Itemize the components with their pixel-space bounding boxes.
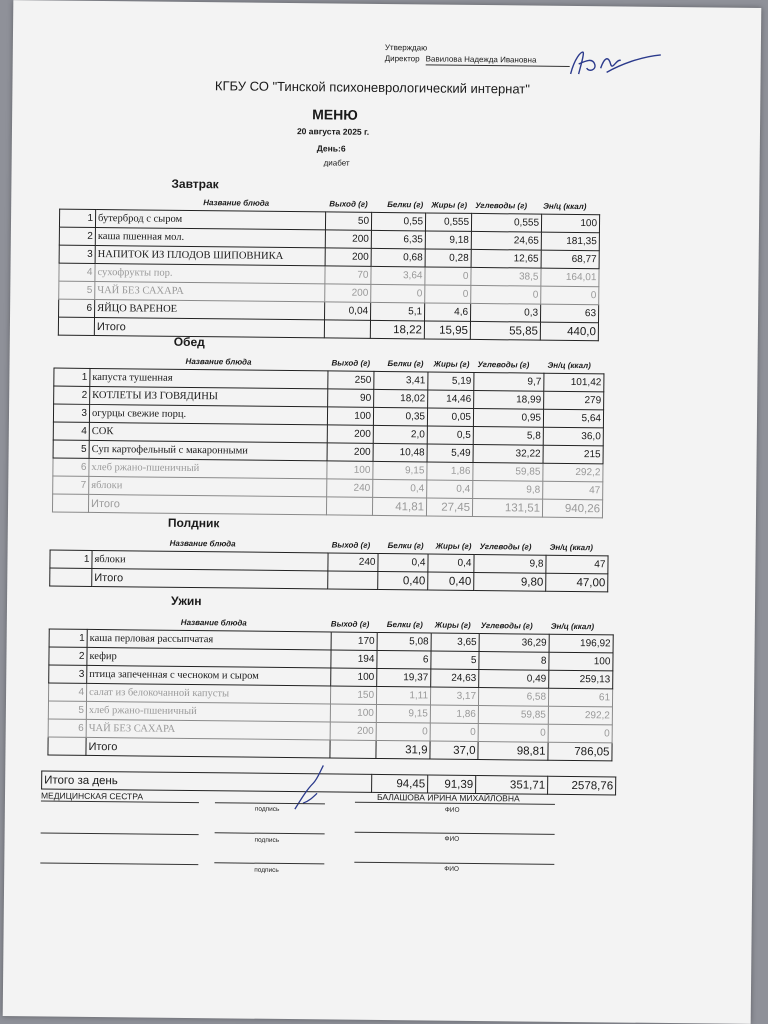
total-carb: 55,85 [470,321,540,340]
dish-carb: 36,29 [479,634,549,653]
dish-carb: 18,99 [474,390,544,409]
col-fat: Жиры (г) [434,620,471,630]
dish-output: 0,04 [325,302,371,320]
dish-carb: 0 [471,285,541,304]
dish-energy: 47 [546,555,608,574]
row-number: 3 [59,245,95,263]
diet-type: диабет [323,158,350,168]
dish-protein: 10,48 [373,443,427,462]
dish-energy: 0 [541,286,599,305]
row-number: 5 [48,701,86,719]
sign-line [41,800,199,803]
row-number: 1 [50,550,92,568]
dish-carb: 32,22 [473,444,543,463]
fio-caption: ФИО [444,865,459,873]
dish-energy: 63 [540,304,598,323]
sign-line [214,862,324,864]
row-number: 6 [48,719,86,737]
dish-protein: 0,68 [371,248,425,267]
total-label: Итого [86,737,330,758]
dish-fat: 4,6 [425,303,471,321]
dish-protein: 5,08 [377,632,431,651]
col-output: Выход (г) [331,540,371,550]
col-energy: Эн/ц (ккал) [543,201,587,212]
menu-date: 20 августа 2025 г. [296,126,370,137]
dish-output: 100 [327,407,373,425]
fio-caption: ФИО [444,835,460,843]
dish-output: 240 [327,479,373,497]
day-total-carb: 351,71 [476,775,548,794]
dish-output: 100 [327,461,373,479]
row-number: 5 [59,281,95,299]
col-energy: Эн/ц (ккал) [550,621,595,632]
director-signature [561,46,665,83]
dish-name: ЧАЙ БЕЗ САХАРА [86,719,330,740]
dish-carb: 12,65 [471,249,541,268]
total-carb: 98,81 [478,742,548,761]
approval-name: Вавилова Надежда Ивановна [426,53,570,67]
dish-name: СОК [89,422,327,442]
total-fat: 0,40 [428,572,474,590]
dish-output: 240 [328,553,378,572]
dish-energy: 279 [544,391,604,410]
dish-energy: 0 [548,724,612,743]
menu-document [3,0,762,1024]
col-output: Выход (г) [330,619,370,629]
dish-energy: 181,35 [541,232,599,251]
dish-fat: 0 [430,723,478,742]
dish-carb: 0,95 [473,408,543,427]
col-carb: Углеводы (г) [475,200,528,211]
row-number: 1 [54,368,90,386]
dish-energy: 100 [549,652,613,671]
dish-energy: 47 [543,481,603,500]
dish-output: 170 [331,632,377,650]
dish-protein: 0 [376,722,430,741]
dish-carb: 24,65 [471,231,541,250]
dish-fat: 0 [425,285,471,303]
dish-fat: 1,86 [427,462,473,480]
dish-name: каша пшенная мол. [95,227,325,247]
dish-energy: 36,0 [543,427,603,446]
dish-carb: 0 [478,724,548,743]
row-number: 1 [49,629,87,647]
total-label: Итого [88,494,326,514]
dish-output: 50 [325,212,371,230]
organization-name: КГБУ СО "Тинской психоневрологический интернат" [214,78,531,97]
dish-output: 100 [330,704,376,722]
row-number: 4 [59,263,95,281]
dish-protein: 0,4 [373,479,427,498]
dinner-title: Ужин [170,593,202,609]
col-energy: Эн/ц (ккал) [547,360,591,371]
dish-protein: 9,15 [373,461,427,480]
dish-energy: 61 [548,688,612,707]
dish-fat: 5 [431,651,479,670]
dish-name: салат из белокочанной капусты [87,683,331,704]
dish-carb: 5,8 [473,426,543,445]
col-fat: Жиры (г) [431,200,468,210]
dish-name: ЧАЙ БЕЗ САХАРА [95,281,325,301]
total-protein: 0,40 [378,571,428,590]
total-label: Итого [92,568,328,588]
dish-name: КОТЛЕТЫ ИЗ ГОВЯДИНЫ [90,386,328,406]
approval-block [385,42,570,67]
total-carb: 9,80 [474,572,546,591]
sign-line [41,832,199,835]
row-number: 4 [53,422,89,440]
fio-caption: ФИО [444,806,460,814]
dish-fat: 14,46 [428,390,474,408]
fio-line [354,862,554,865]
dish-name: ЯЙЦО ВАРЕНОЕ [95,299,325,319]
dish-fat: 0 [425,267,471,285]
sign-caption: подпись [254,866,279,874]
dish-protein: 5,1 [371,302,425,321]
dish-fat: 9,18 [425,231,471,249]
dish-fat: 5,19 [428,372,474,390]
day-total-protein: 94,45 [372,774,428,793]
dish-name: яблоки [92,550,328,570]
row-number: 1 [59,209,95,227]
total-energy: 47,00 [546,573,608,592]
dish-energy: 100 [541,214,599,233]
dish-energy: 164,01 [541,268,599,287]
dish-energy: 259,13 [549,670,613,689]
dish-name: капуста тушенная [90,368,328,388]
dish-protein: 18,02 [374,389,428,408]
row-number: 3 [49,665,87,683]
day-total-fat: 91,39 [428,775,476,794]
menu-day: День:6 [316,143,346,154]
col-protein: Белки (г) [387,541,424,551]
dish-output: 90 [328,389,374,407]
sign-caption: подпись [254,805,280,813]
row-number: 3 [53,404,89,422]
page-title: МЕНЮ [312,106,358,123]
fio-line [355,832,555,835]
col-name: Название блюда [203,198,270,208]
dish-output: 250 [328,371,374,389]
total-energy: 440,0 [540,322,598,341]
dish-output: 200 [325,248,371,266]
row-number: 2 [59,227,95,245]
total-protein: 31,9 [376,740,430,759]
dish-output: 200 [330,722,376,740]
dish-output: 100 [331,668,377,686]
sign-caption: подпись [254,836,280,844]
dish-carb: 59,85 [473,462,543,481]
dish-fat: 0,555 [425,213,471,231]
dish-fat: 0,5 [427,426,473,444]
total-energy: 940,26 [542,499,602,518]
total-fat: 15,95 [424,321,470,339]
total-fat: 27,45 [426,498,472,516]
dish-fat: 24,63 [431,669,479,688]
row-number: 4 [49,683,87,701]
total-protein: 41,81 [372,497,426,516]
dish-output: 70 [325,266,371,284]
total-protein: 18,22 [370,320,424,339]
dish-carb: 38,5 [471,267,541,286]
dish-protein: 0 [371,284,425,303]
dish-protein: 1,11 [376,686,430,705]
dish-name: огурцы свежие порц. [89,404,327,424]
col-output: Выход (г) [331,358,371,368]
dish-carb: 9,7 [474,372,544,391]
row-number: 5 [53,440,89,458]
total-energy: 786,05 [548,742,612,761]
dish-name: яблоки [89,476,327,496]
dish-output: 200 [327,443,373,461]
nurse-label: МЕДИЦИНСКАЯ СЕСТРА [40,790,144,802]
dish-protein: 9,15 [376,704,430,723]
col-energy: Эн/ц (ккал) [549,542,593,553]
dish-name: птица запеченная с чесноком и сыром [87,665,331,686]
dish-energy: 292,2 [543,463,603,482]
dish-protein: 0,55 [371,212,425,231]
dish-output: 200 [327,425,373,443]
dish-output: 200 [325,284,371,302]
snack-title: Полдник [167,515,220,531]
dinner-table [47,629,613,762]
dish-carb: 59,85 [478,706,548,725]
lunch-title: Обед [173,334,205,350]
dish-energy: 196,92 [549,634,613,653]
dish-name: каша перловая рассыпчатая [87,629,331,650]
approval-label: Утверждаю [384,43,428,53]
dish-carb: 6,58 [478,688,548,707]
col-output: Выход (г) [329,199,368,209]
dish-carb: 9,8 [473,480,543,499]
dish-protein: 3,41 [374,371,428,390]
col-fat: Жиры (г) [433,359,470,369]
col-name: Название блюда [180,617,247,628]
dish-energy: 101,42 [544,373,604,392]
day-total-energy: 2578,76 [548,776,616,795]
col-carb: Углеводы (г) [479,542,532,552]
lunch-table [52,368,604,519]
dish-fat: 3,65 [431,633,479,652]
dish-energy: 215 [543,445,603,464]
dish-name: НАПИТОК ИЗ ПЛОДОВ ШИПОВНИКА [95,245,325,265]
signer-name: БАЛАШОВА ИРИНА МИХАЙЛОВНА [376,791,520,804]
total-label: Итого [94,317,324,337]
col-carb: Углеводы (г) [477,359,530,370]
total-carb: 131,51 [472,498,542,517]
dish-fat: 0,4 [428,554,474,572]
dish-fat: 1,86 [430,705,478,724]
dish-name: хлеб ржано-пшеничный [89,458,327,478]
total-fat: 37,0 [430,741,478,760]
dish-protein: 2,0 [373,425,427,444]
dish-name: Суп картофельный с макаронными [89,440,327,460]
dish-protein: 6,35 [371,230,425,249]
dish-carb: 0,49 [479,670,549,689]
sign-line [40,862,198,865]
row-number: 7 [53,476,89,494]
dish-energy: 68,77 [541,250,599,269]
dish-protein: 6 [377,650,431,669]
dish-name: хлеб ржано-пшеничный [86,701,330,722]
dish-name: бутерброд с сыром [95,209,325,229]
col-name: Название блюда [185,356,252,367]
dish-protein: 0,4 [378,553,428,572]
row-number: 2 [49,647,87,665]
breakfast-title: Завтрак [171,176,219,192]
snack-table [49,550,608,593]
row-number: 6 [53,458,89,476]
col-name: Название блюда [169,538,236,549]
dish-protein: 19,37 [377,668,431,687]
dish-fat: 5,49 [427,444,473,462]
dish-carb: 0,3 [471,303,541,322]
col-carb: Углеводы (г) [480,621,533,631]
dish-energy: 5,64 [543,409,603,428]
dish-output: 150 [330,686,376,704]
dish-fat: 0,4 [427,480,473,498]
approval-position: Директор [384,54,420,64]
dish-carb: 8 [479,652,549,671]
col-protein: Белки (г) [387,359,424,369]
col-protein: Белки (г) [387,200,424,210]
dish-fat: 3,17 [430,687,478,706]
dish-name: кефир [87,647,331,668]
dish-energy: 292,2 [548,706,612,725]
fio-line [355,802,555,805]
day-total-label: Итого за день [42,771,372,792]
dish-carb: 9,8 [474,554,546,573]
breakfast-table [58,209,600,342]
col-fat: Жиры (г) [435,541,472,551]
dish-protein: 0,35 [373,407,427,426]
dish-output: 194 [331,650,377,668]
dish-protein: 3,64 [371,266,425,285]
row-number: 2 [54,386,90,404]
dish-name: сухофрукты пор. [95,263,325,283]
dish-fat: 0,05 [427,408,473,426]
dish-output: 200 [325,230,371,248]
sign-line [215,832,325,834]
col-protein: Белки (г) [386,620,423,630]
dish-fat: 0,28 [425,249,471,267]
row-number: 6 [59,299,95,317]
sign-line [215,802,325,804]
dish-carb: 0,555 [471,213,541,232]
nurse-signature [293,763,334,813]
